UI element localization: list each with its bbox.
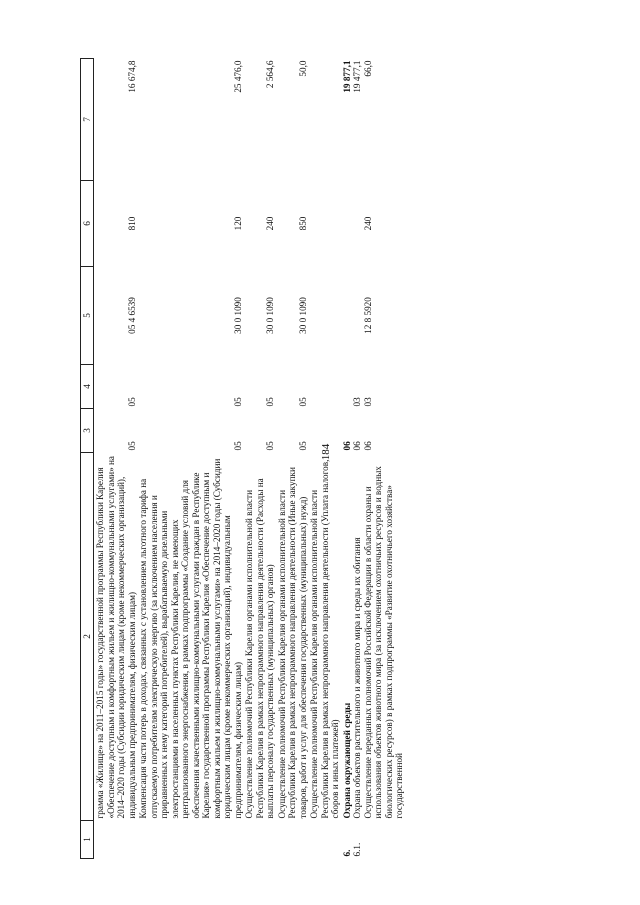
section-title: Охрана окружающей среды (341, 702, 352, 819)
section-code: 06 (341, 441, 352, 451)
cell-description: Осуществление полномочий Республики Карелия органами исполнительной власти Республики Карелия в рамках непрограммного направления деятельности (Уплата налогов, сборов и иных платежей) (309, 459, 340, 819)
cell-amount (308, 59, 341, 181)
cell-target-article: 30 0 1090 (232, 297, 243, 334)
cell-subsection-code: 05 (265, 397, 275, 407)
col-header-7: 7 (81, 59, 94, 181)
cell-number (243, 821, 276, 859)
section-number: 6. (341, 849, 352, 857)
table-row (137, 59, 243, 859)
table-row (308, 59, 341, 859)
cell-description: Осуществление полномочий Республики Карелия органами исполнительной власти Республики Карелия в рамках непрограммного направления деятельности (Иные закупки товаров, работ и услуг для обеспечения государственных (муниципальных) нужд) (276, 467, 308, 819)
cell-expense-type: 810 (126, 216, 137, 231)
cell-expense-type (308, 181, 341, 267)
cell-section-code: 05 (265, 441, 275, 451)
cell-section-code: 05 (126, 441, 137, 451)
budget-table (80, 58, 405, 859)
cell-subsection-code (308, 365, 341, 409)
cell-amount: 50,0 (297, 60, 308, 77)
section-total: 19 877,1 (341, 60, 352, 93)
subsection-code: 03 (352, 397, 362, 407)
cell-expense-type: 850 (297, 216, 308, 231)
cell-target-article: 30 0 1090 (297, 297, 308, 334)
cell-expense-type: 240 (265, 216, 275, 231)
cell-last-target-article (341, 267, 405, 365)
rotated-table-region (80, 59, 560, 859)
cell-subsection-code: 05 (232, 397, 243, 407)
cell-description: Осуществление полномочий Республики Карелия органами исполнительной власти Республики Карелия в рамках непрограммного направления деятельности (Расходы на выплаты персоналу государственных (муниципальных) органов) (244, 478, 275, 819)
cell-section-description (341, 453, 405, 821)
cell-section-numbers (341, 821, 405, 859)
cell-last-expense-type (341, 181, 405, 267)
cell-amount: 2 564,6 (265, 60, 275, 89)
cell-description: Компенсация части потерь в доходах, связанных с установлением льготного тарифа на отпускаемую потребителям электрическую энергию (за исключением населения и приравненных к нему категорий потребителей), вырабатываемую дизельными электростанциями в населенных пунктах Республики Карелия, не имеющих централизованного энергоснабжения, в рамках подпрограммы «Создание условий для обеспечения качественными жилищно-коммунальными услугами граждан в Республике Карелия» государственной программы Республики Карелия «Обеспечение доступным и комфортным жильем и жилищно-коммунальными услугами» на 2014–2020 годы (Субсидии юридическим лицам (кроме некоммерческих организаций), индивидуальным предпринимателям, физическим лицам) (138, 458, 243, 819)
last-item-subsection-code: 03 (362, 397, 373, 407)
last-item-amount: 66,0 (362, 60, 373, 77)
cell-number (137, 821, 243, 859)
cell-subsection-codes (341, 365, 405, 409)
subsection-number: 6.1. (352, 842, 362, 857)
cell-section-code: 05 (297, 441, 308, 451)
subsection-section-code: 06 (352, 441, 362, 451)
cell-target-article: 05 4 6539 (126, 297, 137, 334)
cell-subsection-code: 05 (297, 397, 308, 407)
cell-description: грамма «Жилище» на 2011–2015 годы» государственной программы Республики Карелия «Обеспечение доступным и комфортным жильем и жилищно-коммунальными услугами» на 2014–2020 годы (Субсидии юридическим лицам (кроме некоммерческих организаций), индивидуальным предпринимателям, физическим лицам) (95, 456, 137, 819)
col-header-2: 2 (81, 453, 94, 821)
cell-subsection-code: 05 (126, 397, 137, 407)
col-header-4: 4 (81, 365, 94, 409)
cell-amount: 25 476,0 (232, 60, 243, 93)
cell-section-code (308, 409, 341, 453)
col-header-6: 6 (81, 181, 94, 267)
cell-section-code: 05 (232, 441, 243, 451)
page-number: 184 (320, 443, 332, 461)
col-header-5: 5 (81, 267, 94, 365)
subsection-total: 19 477,1 (352, 60, 362, 93)
last-item-section-code: 06 (362, 441, 373, 451)
table-row (243, 59, 276, 859)
last-item-target-article: 12 8 5920 (362, 297, 373, 334)
cell-amount: 16 674,8 (126, 60, 137, 93)
cell-expense-type: 120 (232, 216, 243, 231)
cell-section-amounts (341, 59, 405, 181)
cell-target-article: 30 0 1090 (265, 297, 275, 334)
cell-section-codes (341, 409, 405, 453)
table-row (94, 59, 138, 859)
col-header-3: 3 (81, 409, 94, 453)
col-header-1: 1 (81, 821, 94, 859)
cell-number (276, 821, 309, 859)
cell-number (308, 821, 341, 859)
section-group-row (341, 59, 405, 859)
last-item-expense-type: 240 (362, 216, 373, 231)
cell-number (94, 821, 138, 859)
subsection-title: Охрана объектов растительного и животного мира и среды их обитания (352, 537, 362, 819)
cell-target-article (308, 267, 341, 365)
table-header-row (81, 59, 94, 859)
table-row (276, 59, 309, 859)
last-item-description: Осуществление переданных полномочий Российской Федерации в области охраны и использования объектов животного мира (за исключением охотничьих ресурсов и водных биологических ресурсов) в рамках подпрограммы «Развитие охотничьего хозяйства» государственной (362, 466, 404, 819)
